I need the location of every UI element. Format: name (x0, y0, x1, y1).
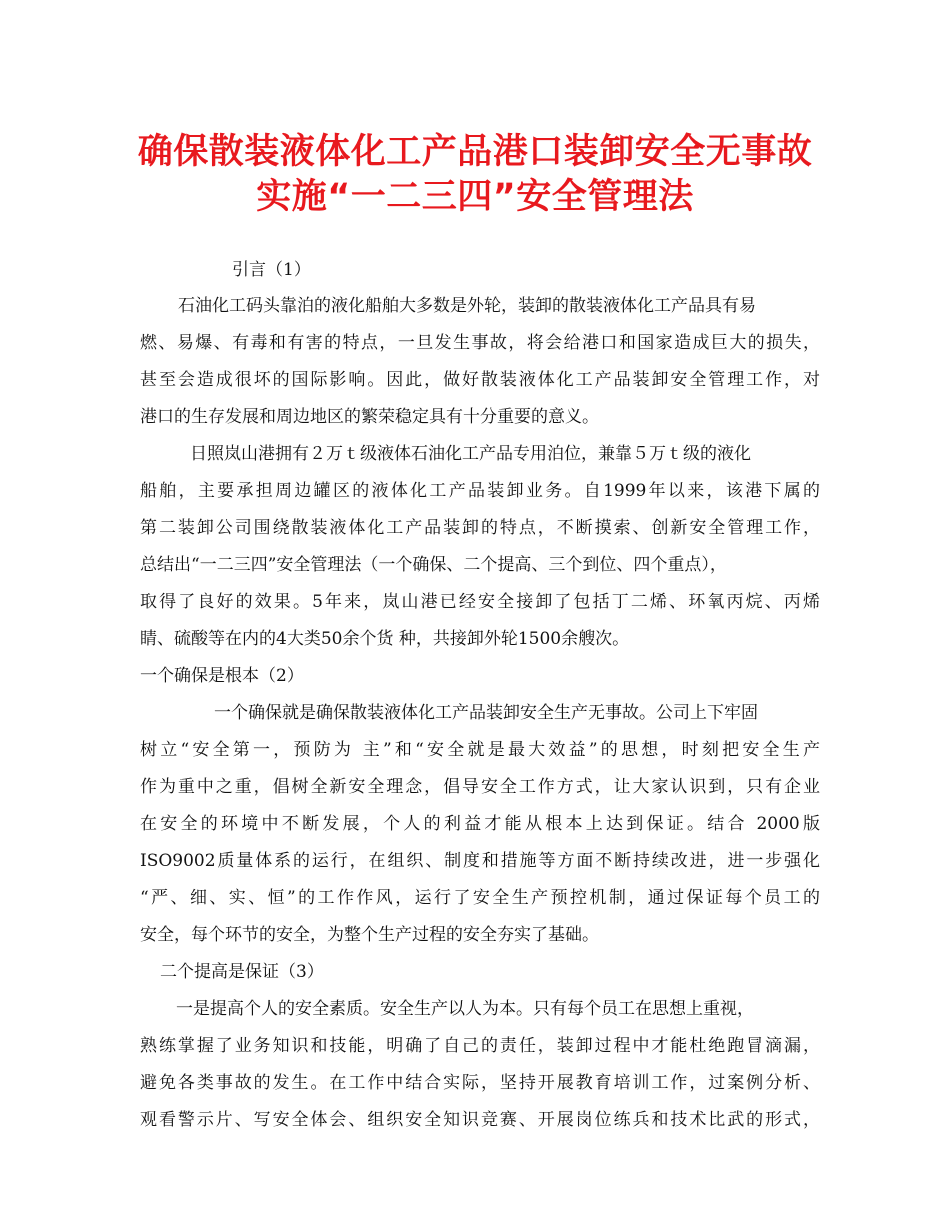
section-2-heading: 一个确保是根本（2） (140, 666, 304, 686)
intro-p1-line: 燃、易爆、有毒和有害的特点，一旦发生事故，将会给港口和国家造成巨大的损失， (140, 333, 820, 353)
section-2-line: 作为重中之重，倡树全新安全理念，倡导安全工作方式，让大家认识到，只有企业 (140, 777, 820, 797)
intro-heading: 引言（1） (232, 260, 311, 280)
intro-p2-line: 日照岚山港拥有２万ｔ级液体石油化工产品专用泊位，兼靠５万ｔ级的液化 (190, 444, 751, 464)
section-2-line: ISO9002质量体系的运行，在组织、制度和措施等方面不断持续改进，进一步强化 (140, 851, 820, 871)
intro-p2-line: 第二装卸公司围绕散装液体化工产品装卸的特点，不断摸索、创新安全管理工作， (140, 518, 820, 538)
section-3-line: 观看警示片、写安全体会、组织安全知识竞赛、开展岗位练兵和技术比武的形式， (140, 1110, 820, 1130)
section-3-line: 避免各类事故的发生。在工作中结合实际，坚持开展教育培训工作，过案例分析、 (140, 1073, 820, 1093)
intro-p1-line: 石油化工码头靠泊的液化船舶大多数是外轮，装卸的散装液体化工产品具有易 (178, 296, 756, 316)
intro-p1-line: 港口的生存发展和周边地区的繁荣稳定具有十分重要的意义。 (140, 407, 599, 427)
document-title-line-2: 实施“一二三四”安全管理法 (256, 177, 694, 217)
section-3-line: 一是提高个人的安全素质。安全生产以人为本。只有每个员工在思想上重视， (176, 999, 754, 1019)
intro-p2-line: 取得了良好的效果。5年来，岚山港已经安全接卸了包括丁二烯、环氧丙烷、丙烯 (140, 592, 820, 612)
section-2-line: 树立“安全第一，预防为 主”和“安全就是最大效益”的思想，时刻把安全生产 (140, 740, 820, 760)
section-2-line: 在安全的环境中不断发展，个人的利益才能从根本上达到保证。结合 2000版 (140, 814, 820, 834)
intro-p2-line: 睛、硫酸等在内的4大类50余个货 种，共接卸外轮1500余艘次。 (140, 629, 630, 649)
section-2-line: “严、细、实、恒”的工作作风，运行了安全生产预控机制，通过保证每个员工的 (140, 888, 820, 908)
intro-p2-line: 总结出“一二三四”安全管理法（一个确保、二个提高、三个到位、四个重点）， (140, 555, 727, 575)
section-3-line: 熟练掌握了业务知识和技能，明确了自己的责任，装卸过程中才能杜绝跑冒滴漏， (140, 1036, 820, 1056)
intro-p1-line: 甚至会造成很坏的国际影响。因此，做好散装液体化工产品装卸安全管理工作，对 (140, 370, 820, 390)
section-3-heading: 二个提高是保证（3） (160, 962, 324, 982)
section-2-line: 安全，每个环节的安全，为整个生产过程的安全夯实了基础。 (140, 925, 599, 945)
section-2-line: 一个确保就是确保散装液体化工产品装卸安全生产无事故。公司上下牢固 (214, 703, 758, 723)
intro-p2-line: 船舶，主要承担周边罐区的液体化工产品装卸业务。自1999年以来，该港下属的 (140, 481, 820, 501)
document-title-line-1: 确保散装液体化工产品港口装卸安全无事故 (137, 132, 813, 172)
